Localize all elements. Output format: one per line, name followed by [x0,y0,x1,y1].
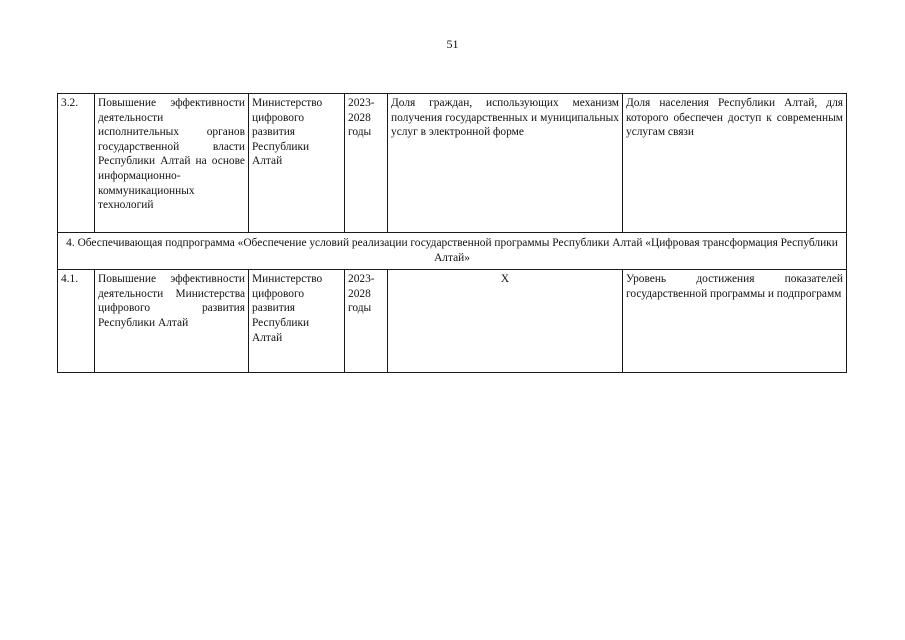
program-indicator-cell: Доля населения Республики Алтай, для которого обеспечен доступ к современным услугам связи [623,94,847,233]
task-cell: Повышение эффективности деятельности Министерства цифрового развития Республики Алтай [95,270,249,373]
table-row [58,270,847,373]
executor-cell: Министерство цифрового развития Республики Алтай [249,94,345,233]
page-number: 51 [446,37,459,51]
program-indicator-cell: Уровень достижения показателей государственной программы и подпрограмм [623,270,847,373]
task-cell: Повышение эффективности деятельности исполнительных органов государственной власти Республики Алтай на основе информационно-коммуникационных технологий [95,94,249,233]
table-row [58,94,847,233]
period-cell: 2023-2028 годы [345,270,388,373]
section-heading: 4. Обеспечивающая подпрограмма «Обеспечение условий реализации государственной программы Республики Алтай «Цифровая трансформация Республики Алтай» [58,233,847,270]
row-number-cell: 4.1. [58,270,95,373]
program-table [57,93,847,373]
period-cell: 2023-2028 годы [345,94,388,233]
row-number-cell: 3.2. [58,94,95,233]
executor-cell: Министерство цифрового развития Республики Алтай [249,270,345,373]
section-heading-row [58,233,847,270]
project-indicator-cell: X [388,270,623,373]
project-indicator-cell: Доля граждан, использующих механизм получения государственных и муниципальных услуг в электронной форме [388,94,623,233]
